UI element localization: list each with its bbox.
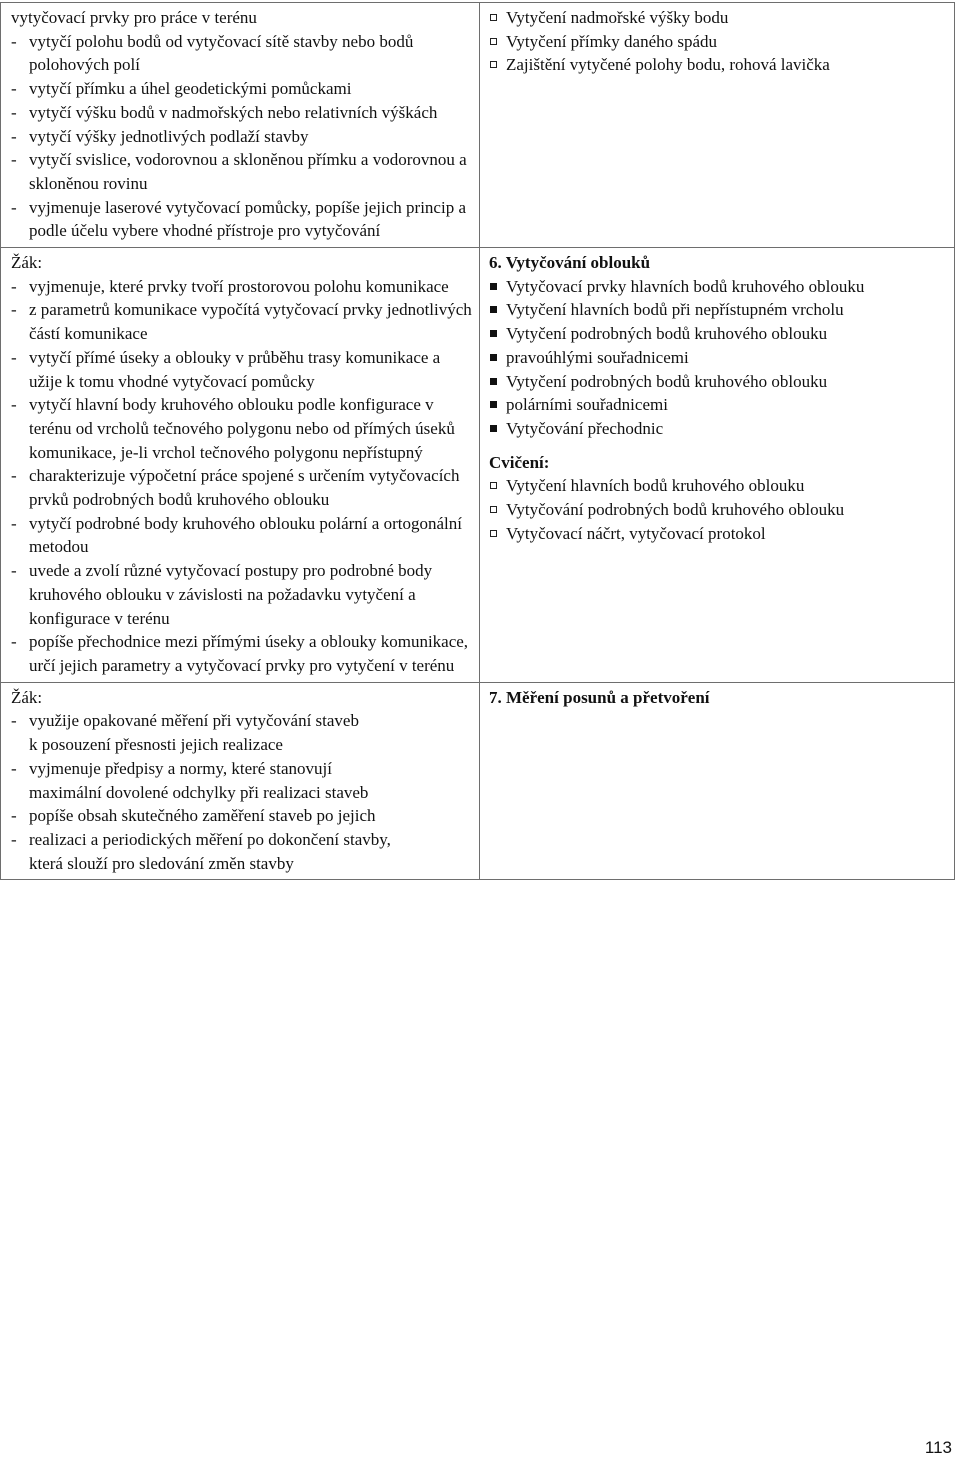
list-item: - uvede a zvolí různé vytyčovací postupy pro podrobné body kruhového oblouku v závislosti na požadavku vytyčení a konfigurace v terénu xyxy=(11,561,433,628)
filled-square-bullet-icon xyxy=(490,330,497,337)
list-item: - vytyčí přímku a úhel geodetickými pomůckami xyxy=(11,79,352,99)
list-item: - vytyčí výšky jednotlivých podlaží stavby xyxy=(11,126,309,146)
list-item: Vytyčení nadmořské výšky bodu xyxy=(489,6,948,30)
section-heading: 6. Vytyčování oblouků xyxy=(489,253,651,273)
hollow-square-bullet-icon xyxy=(490,482,497,489)
filled-square-bullet-icon xyxy=(490,425,497,432)
list-item: - vytyčí svislice, vodorovnou a skloněnou přímku a vodorovnou a skloněnou rovinu xyxy=(11,150,467,193)
list-item: Vytyčení hlavních bodů při nepřístupném vrcholu xyxy=(489,298,948,322)
hollow-square-bullet-icon xyxy=(490,38,497,45)
list-item: - popíše přechodnice mezi přímými úseky a oblouky komunikace, určí jejich parametry a vytyčovací prvky pro vytyčení v terénu xyxy=(11,632,469,675)
filled-square-bullet-icon xyxy=(490,378,497,385)
exercise-list xyxy=(489,474,948,545)
hollow-square-bullet-icon xyxy=(490,14,497,21)
list-item-continuation: která slouží pro sledování změn stavby xyxy=(29,853,294,873)
list-item: - charakterizuje výpočetní práce spojené s určením vytyčovacích prvků podrobných bodů kruhového oblouku xyxy=(11,466,460,510)
list-item: Vytyčení přímky daného spádu xyxy=(489,30,948,54)
topics-cell xyxy=(480,682,955,880)
list-item: Vytyčování přechodnic xyxy=(489,417,948,441)
hollow-square-bullet-icon xyxy=(490,61,497,68)
list-item: Vytyčování podrobných bodů kruhového oblouku xyxy=(489,498,948,522)
intro-text: vytyčovací prvky pro práce v terénu xyxy=(11,8,257,27)
list-item: - vyjmenuje laserové vytyčovací pomůcky, popíše jejich princip a podle účelu vybere vhodné přístroje pro vytyčování xyxy=(11,197,466,241)
spacer xyxy=(489,441,948,451)
filled-square-bullet-icon xyxy=(490,306,497,313)
filled-square-bullet-icon xyxy=(490,401,497,408)
page-number: 113 xyxy=(924,1438,952,1457)
list-item: - vytyčí výšku bodů v nadmořských nebo relativních výškách xyxy=(11,102,438,122)
list-item: - vytyčí přímé úseky a oblouky v průběhu trasy komunikace a užije k tomu vhodné vytyčovací pomůcky xyxy=(11,347,441,391)
list-item: Vytyčení podrobných bodů kruhového oblouku xyxy=(489,322,948,346)
list-item: - z parametrů komunikace vypočítá vytyčovací prvky jednotlivých částí komunikace xyxy=(11,300,472,344)
list-item: - vytyčí polohu bodů od vytyčovací sítě stavby nebo bodů polohových polí xyxy=(11,31,414,75)
table-row xyxy=(1,682,955,880)
student-label: Žák: xyxy=(11,253,43,273)
list-item: Vytyčovací prvky hlavních bodů kruhového oblouku xyxy=(489,275,948,299)
exercise-heading: Cvičení: xyxy=(489,452,550,472)
list-item: Vytyčovací náčrt, vytyčovací protokol xyxy=(489,522,948,546)
section-heading: 7. Měření posunů a přetvoření xyxy=(489,687,710,707)
list-item: - vyjmenuje, které prvky tvoří prostorovou polohu komunikace xyxy=(11,276,449,296)
topic-list xyxy=(489,6,948,77)
list-item: Zajištění vytyčené polohy bodu, rohová lavička xyxy=(489,53,948,77)
list-item: - realizaci a periodických měření po dokončení stavby, xyxy=(11,829,391,849)
outcomes-cell xyxy=(1,682,480,880)
list-item: Vytyčení podrobných bodů kruhového oblouku xyxy=(489,370,948,394)
list-item: pravoúhlými souřadnicemi xyxy=(489,346,948,370)
student-label: Žák: xyxy=(11,687,43,707)
hollow-square-bullet-icon xyxy=(490,506,497,513)
curriculum-table xyxy=(0,2,955,880)
list-item-continuation: k posouzení přesnosti jejich realizace xyxy=(29,735,283,755)
filled-square-bullet-icon xyxy=(490,283,497,290)
list-item: - vyjmenuje předpisy a normy, které stanovují xyxy=(11,758,332,778)
list-item: - využije opakované měření při vytyčování staveb xyxy=(11,711,359,731)
topics-cell xyxy=(480,248,955,683)
list-item: - popíše obsah skutečného zaměření staveb po jejich xyxy=(11,806,376,826)
hollow-square-bullet-icon xyxy=(490,530,497,537)
outcomes-cell xyxy=(1,248,480,683)
table-row xyxy=(1,248,955,683)
outcomes-cell xyxy=(1,3,480,248)
list-item: - vytyčí podrobné body kruhového oblouku polární a ortogonální metodou xyxy=(11,513,462,557)
filled-square-bullet-icon xyxy=(490,354,497,361)
list-item: Vytyčení hlavních bodů kruhového oblouku xyxy=(489,474,948,498)
list-item: polárními souřadnicemi xyxy=(489,393,948,417)
table-row xyxy=(1,3,955,248)
topic-list xyxy=(489,275,948,441)
list-item-continuation: maximální dovolené odchylky při realizaci staveb xyxy=(29,782,369,802)
topics-cell xyxy=(480,3,955,248)
list-item: - vytyčí hlavní body kruhového oblouku podle konfigurace v terénu od vrcholů tečnového polygonu nebo od přímých úseků komunikace, je-li vrchol tečnového polygonu nepřístupný xyxy=(11,395,455,462)
